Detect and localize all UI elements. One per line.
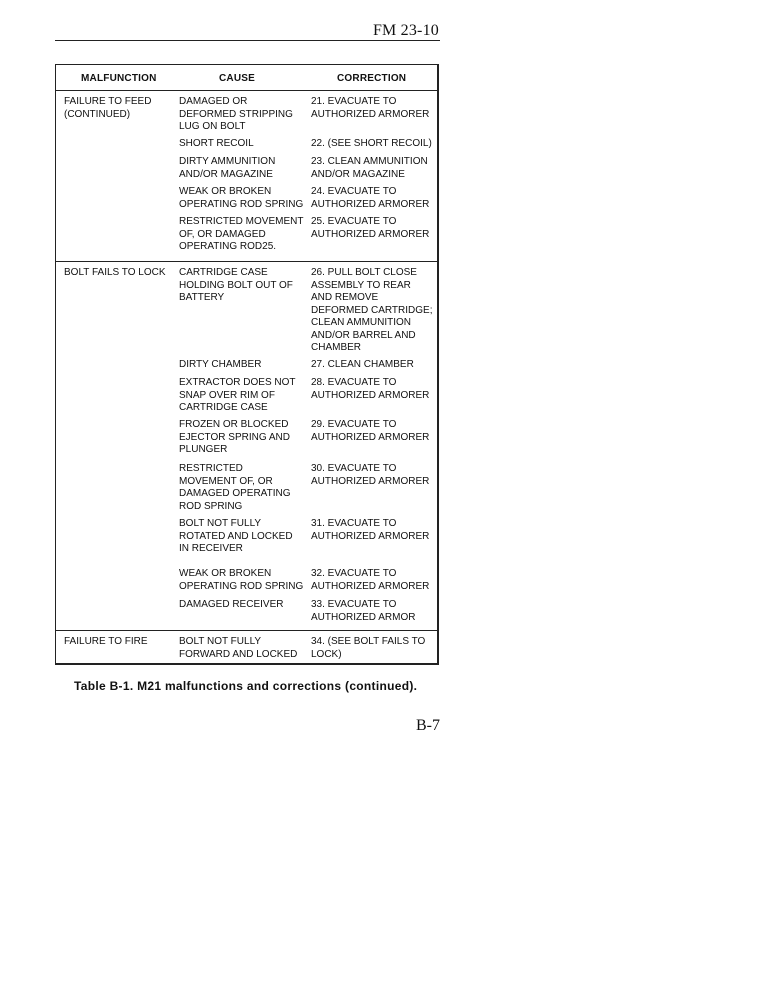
cause-cell: CARTRIDGE CASE HOLDING BOLT OUT OF BATTERY (179, 267, 293, 303)
header-rule (55, 40, 440, 41)
cause-cell: SHORT RECOIL (179, 138, 254, 149)
correction-cell: 22. (SEE SHORT RECOIL) (311, 138, 432, 149)
cause-cell: DIRTY AMMUNITION AND/OR MAGAZINE (179, 156, 276, 180)
cause-cell: DAMAGED RECEIVER (179, 599, 284, 610)
correction-cell: 27. CLEAN CHAMBER (311, 359, 414, 370)
malfunctions-table (55, 64, 439, 665)
correction-cell: 32. EVACUATE TO AUTHORIZED ARMORER (311, 568, 430, 592)
column-header-malfunction: MALFUNCTION (81, 73, 157, 84)
malfunction-failure-to-feed: FAILURE TO FEED (CONTINUED) (64, 96, 152, 120)
malfunction-bolt-fails-to-lock: BOLT FAILS TO LOCK (64, 267, 166, 278)
cause-cell: EXTRACTOR DOES NOT SNAP OVER RIM OF CARTRIDGE CASE (179, 377, 296, 413)
cause-cell: RESTRICTED MOVEMENT OF, OR DAMAGED OPERATING ROD SPRING (179, 463, 291, 512)
correction-cell: 33. EVACUATE TO AUTHORIZED ARMOR (311, 599, 416, 623)
cause-cell: BOLT NOT FULLY FORWARD AND LOCKED (179, 636, 298, 660)
correction-cell: 34. (SEE BOLT FAILS TO LOCK) (311, 636, 426, 660)
group-separator (56, 261, 437, 262)
cause-cell: WEAK OR BROKEN OPERATING ROD SPRING (179, 568, 304, 592)
correction-cell: 25. EVACUATE TO AUTHORIZED ARMORER (311, 216, 430, 240)
header-rule-line (56, 90, 437, 91)
correction-cell: 30. EVACUATE TO AUTHORIZED ARMORER (311, 463, 430, 487)
column-header-cause: CAUSE (219, 73, 256, 84)
column-header-correction: CORRECTION (337, 73, 407, 84)
document-code: FM 23-10 (372, 22, 439, 39)
correction-cell: 29. EVACUATE TO AUTHORIZED ARMORER (311, 419, 430, 443)
cause-cell: FROZEN OR BLOCKED EJECTOR SPRING AND PLUNGER (179, 419, 290, 455)
correction-cell: 31. EVACUATE TO AUTHORIZED ARMORER (311, 518, 430, 542)
cause-cell: WEAK OR BROKEN OPERATING ROD SPRING (179, 186, 304, 210)
correction-cell: 21. EVACUATE TO AUTHORIZED ARMORER (311, 96, 430, 120)
correction-cell: 24. EVACUATE TO AUTHORIZED ARMORER (311, 186, 430, 210)
table-caption: Table B-1. M21 malfunctions and corrections (continued). (74, 679, 418, 693)
correction-cell: 23. CLEAN AMMUNITION AND/OR MAGAZINE (311, 156, 428, 180)
cause-cell: DIRTY CHAMBER (179, 359, 262, 370)
correction-cell: 28. EVACUATE TO AUTHORIZED ARMORER (311, 377, 430, 401)
cause-cell: BOLT NOT FULLY ROTATED AND LOCKED IN RECEIVER (179, 518, 293, 554)
page-number: B-7 (416, 717, 440, 734)
cause-cell: RESTRICTED MOVEMENT OF, OR DAMAGED OPERATING ROD25. (179, 216, 304, 252)
group-separator (56, 630, 437, 631)
malfunction-failure-to-fire: FAILURE TO FIRE (64, 636, 148, 647)
correction-cell: 26. PULL BOLT CLOSE ASSEMBLY TO REAR AND REMOVE DEFORMED CARTRIDGE; CLEAN AMMUNITION AND/OR BARREL AND CHAMBER (311, 267, 433, 353)
cause-cell: DAMAGED OR DEFORMED STRIPPING LUG ON BOLT (179, 96, 293, 132)
